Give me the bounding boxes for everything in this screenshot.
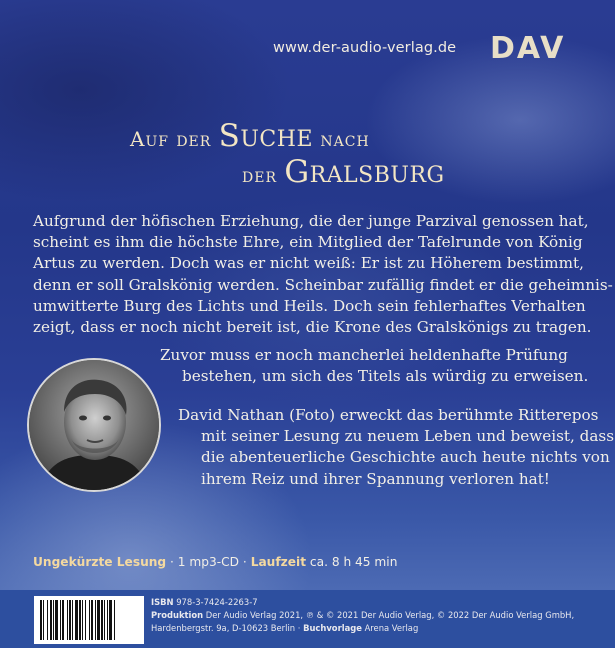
product-specs (33, 555, 397, 569)
publisher-url[interactable]: www.der-audio-verlag.de (273, 40, 457, 56)
barcode-bar (40, 600, 42, 640)
narrator-line: David Nathan (Foto) erweckt das berühmte Ritterepos (178, 406, 599, 424)
specs-label-laufzeit: Laufzeit (250, 555, 307, 569)
barcode-bar (114, 600, 115, 640)
title-word-auf-der: Auf der (130, 127, 219, 151)
barcode-bar (47, 600, 48, 640)
title-word-gralsburg: Gralsburg (284, 154, 445, 190)
narrator-text (178, 405, 614, 490)
barcode-bars (34, 596, 144, 644)
barcode-bar (53, 600, 54, 640)
isbn-number: 978-3-7424-2263-7 (173, 597, 258, 607)
barcode-bar (55, 600, 58, 640)
barcode-image (34, 596, 144, 644)
narrator-portrait-image (29, 360, 159, 490)
title-line-2 (242, 154, 445, 190)
barcode-bar (85, 600, 86, 640)
buchvorlage-label: Buchvorlage (303, 623, 362, 633)
dav-logo: DAV (490, 31, 566, 66)
description-line: umwitterte Burg des Lichts und Heils. Doch sein fehlerhaftes Verhalten (33, 296, 586, 315)
description-line: scheint es ihm die höchste Ehre, ein Mitglied der Tafelrunde von König (33, 233, 583, 252)
barcode-bar (62, 600, 64, 640)
description-line: Aufgrund der höfischen Erziehung, die der junge Parzival genossen hat, (33, 212, 589, 230)
title-word-suche: Suche (218, 118, 314, 154)
address-text: Hardenbergstr. 9a, D-10623 Berlin · (151, 623, 304, 633)
barcode-bar (89, 600, 90, 640)
title-word-der: der (242, 163, 285, 187)
description-line: zeigt, dass er noch nicht bereit ist, die Krone des Gralskönigs zu tragen. (33, 318, 592, 337)
title-line-1 (130, 118, 370, 154)
narrator-line: mit seiner Lesung zu neuem Leben und beweist, dass (201, 427, 615, 446)
title-word-nach: nach (313, 127, 370, 151)
narrator-line: die abenteuerliche Geschichte auch heute nichts von (201, 448, 610, 467)
barcode-bar (79, 600, 81, 640)
barcode-bar (101, 600, 103, 640)
narrator-photo (27, 358, 161, 492)
description-line: Zuvor muss er noch mancherlei heldenhafte Prüfung (160, 346, 568, 364)
isbn-label: ISBN (151, 597, 174, 607)
barcode-bar (109, 600, 112, 640)
barcode-bar (82, 600, 83, 640)
barcode-bar (72, 600, 73, 640)
description-text (33, 211, 613, 338)
description-line: bestehen, um sich des Titels als würdig zu erweisen. (182, 367, 589, 386)
isbn-line (151, 596, 574, 609)
barcode-bar (50, 600, 52, 640)
specs-format: · 1 mp3-CD · (166, 555, 251, 569)
production-text: Der Audio Verlag 2021, ℗ & © 2021 Der Audio Verlag, © 2022 Der Audio Verlag GmbH, (203, 610, 575, 620)
barcode-bar (107, 600, 108, 640)
barcode-bar (95, 600, 96, 640)
specs-label-lesung: Ungekürzte Lesung (33, 555, 167, 569)
barcode-bar (75, 600, 78, 640)
barcode-bar (91, 600, 93, 640)
barcode-bar (69, 600, 71, 640)
description-text-indented (160, 345, 588, 387)
buchvorlage-text: Arena Verlag (361, 623, 419, 633)
barcode-bar (43, 600, 44, 640)
specs-runtime: ca. 8 h 45 min (306, 555, 398, 569)
barcode-bar (97, 600, 100, 640)
barcode-bar (67, 600, 68, 640)
description-line: Artus zu werden. Doch was er nicht weiß: Er ist zu Höherem bestimmt, (33, 254, 584, 273)
production-line (151, 609, 574, 622)
barcode-bar (60, 600, 61, 640)
barcode-bar (104, 600, 105, 640)
legal-info (151, 596, 574, 635)
narrator-line: ihrem Reiz und ihrer Spannung verloren hat! (201, 469, 550, 488)
production-label: Produktion (151, 610, 204, 620)
address-line (151, 622, 574, 635)
description-line: denn er soll Gralskönig werden. Scheinbar zufällig findet er die geheimnis- (33, 275, 613, 294)
